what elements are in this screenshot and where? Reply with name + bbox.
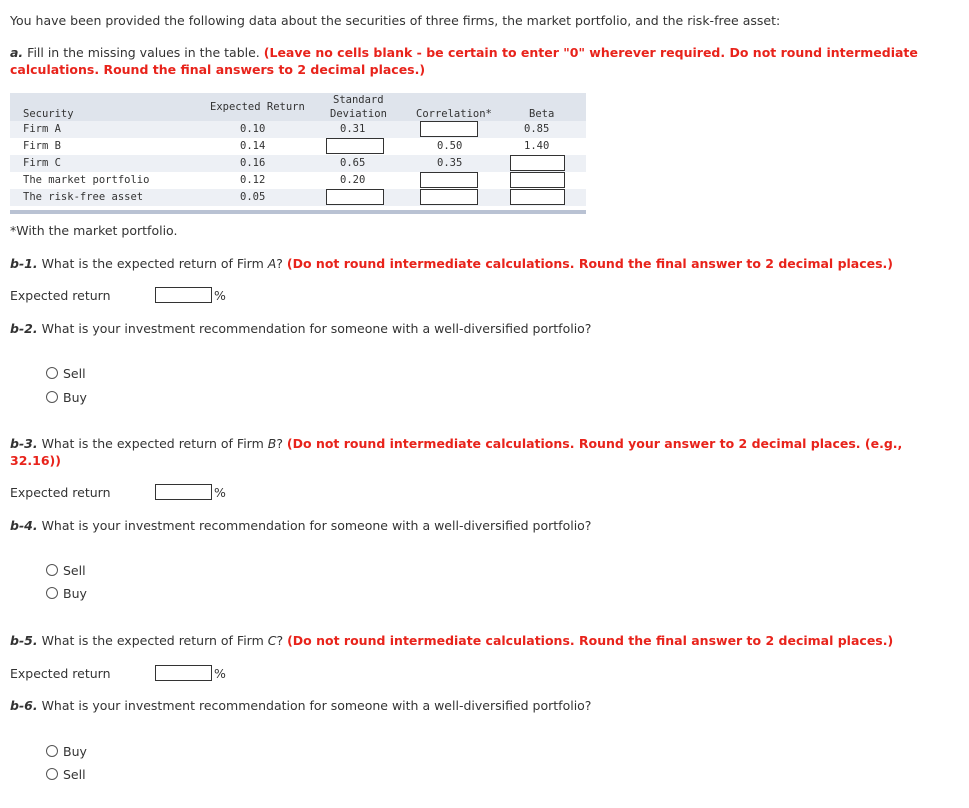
row-security: Firm B <box>23 140 61 152</box>
b5-expected-return-input[interactable] <box>155 665 212 681</box>
b2-buy-radio[interactable] <box>46 391 58 403</box>
b2-sell-radio[interactable] <box>46 367 58 379</box>
b1-question <box>10 256 893 271</box>
row-security: The risk-free asset <box>23 191 144 203</box>
b5-text-end: ? <box>276 633 288 648</box>
b6-sell-radio[interactable] <box>46 768 58 780</box>
b2-text: What is your investment recommendation for someone with a well-diversified portfolio? <box>37 321 592 336</box>
market-beta-input[interactable] <box>510 172 565 188</box>
b3-unit: % <box>214 485 226 500</box>
table-footnote: *With the market portfolio. <box>10 223 178 238</box>
b6-buy-label: Buy <box>63 744 87 759</box>
header-beta: Beta <box>529 108 555 120</box>
b1-unit: % <box>214 288 226 303</box>
risk-free-correlation-input[interactable] <box>420 189 478 205</box>
b6-label: b-6. <box>10 698 38 713</box>
part-a-text: Fill in the missing values in the table. <box>23 45 264 60</box>
b3-firm: B <box>267 436 277 451</box>
b5-firm: C <box>267 633 277 648</box>
b3-text-end: ? <box>276 436 287 451</box>
table-row-stripe <box>10 138 586 155</box>
b3-expected-return-input[interactable] <box>155 484 212 500</box>
risk-free-std-dev-input[interactable] <box>326 189 384 205</box>
part-a-instruction-1: (Leave no cells blank - be certain to enter "0" wherever required. Do not round intermediate <box>263 45 918 60</box>
b4-buy-radio[interactable] <box>46 587 58 599</box>
row-std-dev: 0.20 <box>340 174 366 186</box>
b1-field-label: Expected return <box>10 288 111 303</box>
row-security: The market portfolio <box>23 174 150 186</box>
b3-label: b-3. <box>10 436 38 451</box>
header-security: Security <box>23 108 74 120</box>
b1-label: b-1. <box>10 256 38 271</box>
b3-question <box>10 436 902 451</box>
b1-text-end: ? <box>276 256 287 271</box>
b2-sell-label: Sell <box>63 366 86 381</box>
b2-label: b-2. <box>10 321 38 336</box>
b4-buy-label: Buy <box>63 586 87 601</box>
row-expected-return: 0.10 <box>240 123 266 135</box>
table-row-stripe <box>10 155 586 172</box>
market-correlation-input[interactable] <box>420 172 478 188</box>
table-row-stripe <box>10 121 586 138</box>
b3-text: What is the expected return of Firm <box>37 436 268 451</box>
b5-instruction: (Do not round intermediate calculations. Round the final answer to 2 decimal places.) <box>287 633 894 648</box>
row-correlation: 0.50 <box>437 140 463 152</box>
b6-sell-label: Sell <box>63 767 86 782</box>
row-expected-return: 0.14 <box>240 140 266 152</box>
b6-question <box>10 698 591 713</box>
firm-a-correlation-input[interactable] <box>420 121 478 137</box>
b5-text: What is the expected return of Firm <box>37 633 268 648</box>
row-beta: 1.40 <box>524 140 550 152</box>
row-expected-return: 0.12 <box>240 174 266 186</box>
risk-free-beta-input[interactable] <box>510 189 565 205</box>
row-security: Firm A <box>23 123 61 135</box>
table-bottom-bar <box>10 210 586 214</box>
b4-sell-radio[interactable] <box>46 564 58 576</box>
row-expected-return: 0.05 <box>240 191 266 203</box>
b3-instruction-2: 32.16)) <box>10 453 61 468</box>
b5-label: b-5. <box>10 633 38 648</box>
part-a-line1 <box>10 45 918 60</box>
row-correlation: 0.35 <box>437 157 463 169</box>
b4-sell-label: Sell <box>63 563 86 578</box>
b1-expected-return-input[interactable] <box>155 287 212 303</box>
b4-text: What is your investment recommendation for someone with a well-diversified portfolio? <box>37 518 592 533</box>
b5-field-label: Expected return <box>10 666 111 681</box>
b1-instruction: (Do not round intermediate calculations. Round the final answer to 2 decimal places.) <box>286 256 894 271</box>
b5-question <box>10 633 893 648</box>
b1-firm: A <box>267 256 277 271</box>
header-std-dev-1: Standard <box>333 94 384 106</box>
firm-c-beta-input[interactable] <box>510 155 565 171</box>
b6-buy-radio[interactable] <box>46 745 58 757</box>
b1-text: What is the expected return of Firm <box>37 256 268 271</box>
header-correlation: Correlation* <box>416 108 492 120</box>
b6-text: What is your investment recommendation for someone with a well-diversified portfolio? <box>37 698 592 713</box>
b4-question <box>10 518 591 533</box>
b3-field-label: Expected return <box>10 485 111 500</box>
row-security: Firm C <box>23 157 61 169</box>
header-expected-return: Expected Return <box>210 101 305 113</box>
row-std-dev: 0.65 <box>340 157 366 169</box>
b3-instruction-1: (Do not round intermediate calculations. Round your answer to 2 decimal places. (e.g., <box>286 436 903 451</box>
row-expected-return: 0.16 <box>240 157 266 169</box>
part-a-label: a. <box>10 45 24 60</box>
b4-label: b-4. <box>10 518 38 533</box>
intro-text: You have been provided the following data about the securities of three firms, the market portfolio, and the risk-free asset: <box>10 13 781 28</box>
firm-b-std-dev-input[interactable] <box>326 138 384 154</box>
b2-buy-label: Buy <box>63 390 87 405</box>
row-beta: 0.85 <box>524 123 550 135</box>
header-std-dev-2: Deviation <box>330 108 387 120</box>
b5-unit: % <box>214 666 226 681</box>
row-std-dev: 0.31 <box>340 123 366 135</box>
part-a-instruction-2: calculations. Round the final answers to 2 decimal places.) <box>10 62 426 77</box>
b2-question <box>10 321 591 336</box>
securities-table <box>10 93 586 214</box>
